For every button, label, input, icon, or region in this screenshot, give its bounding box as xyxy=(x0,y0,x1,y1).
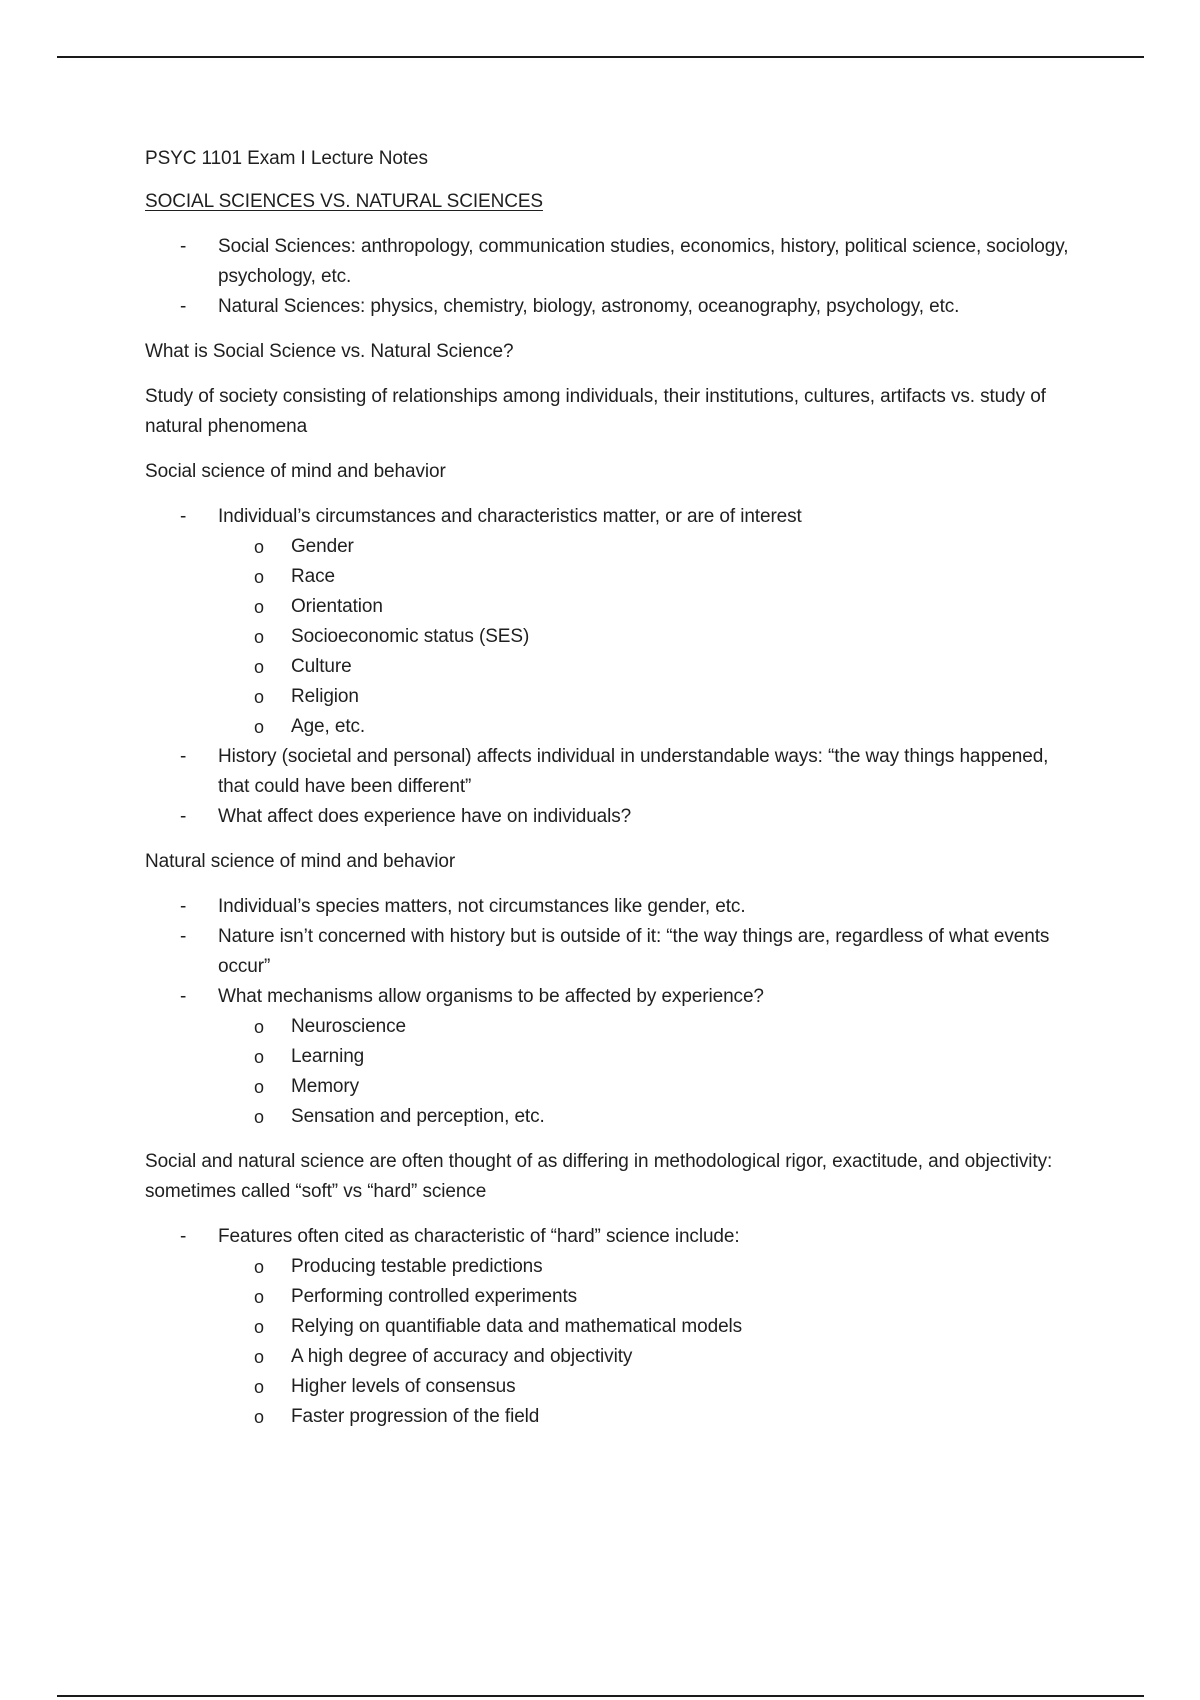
list-item-text: Features often cited as characteristic of “hard” science include: xyxy=(218,1226,740,1247)
circle-bullet: o xyxy=(254,717,264,737)
circle-bullet: o xyxy=(254,1107,264,1127)
dash-bullet: - xyxy=(180,506,187,527)
list-item xyxy=(145,922,1075,982)
list-item xyxy=(145,292,1075,322)
sub-list-item-text: Orientation xyxy=(291,596,383,617)
circle-bullet: o xyxy=(254,1377,264,1397)
circle-bullet: o xyxy=(254,1077,264,1097)
sub-list-item xyxy=(218,1312,1075,1342)
sub-list-item xyxy=(218,562,1075,592)
circle-bullet: o xyxy=(254,597,264,617)
dash-bullet: - xyxy=(180,236,187,257)
sub-list-item xyxy=(218,652,1075,682)
sub-list-item xyxy=(218,682,1075,712)
sub-list-item xyxy=(218,1012,1075,1042)
sub-list-item-text: Neuroscience xyxy=(291,1016,406,1037)
sub-list-item xyxy=(218,532,1075,562)
paragraph: Natural science of mind and behavior xyxy=(145,851,456,872)
sub-list-item-text: Performing controlled experiments xyxy=(291,1286,578,1307)
paragraph: Social and natural science are often thought of as differing in methodological rigor, exactitude, and objectivity: sometimes called “soft” vs “hard” science xyxy=(145,1151,1053,1202)
list-item-text: Social Sciences: anthropology, communication studies, economics, history, political science, sociology, psychology, etc. xyxy=(218,236,1069,287)
sub-list-item xyxy=(218,1402,1075,1432)
sub-list-item-text: A high degree of accuracy and objectivity xyxy=(291,1346,633,1367)
list-item-text: Individual’s circumstances and characteristics matter, or are of interest xyxy=(218,506,802,527)
list-item xyxy=(145,892,1075,922)
list-item xyxy=(145,502,1075,742)
sub-list-item-text: Religion xyxy=(291,686,359,707)
circle-bullet: o xyxy=(254,1317,264,1337)
circle-bullet: o xyxy=(254,537,264,557)
sub-list-item xyxy=(218,592,1075,622)
circle-bullet: o xyxy=(254,1047,264,1067)
sub-list-item xyxy=(218,1282,1075,1312)
sub-list-item-text: Race xyxy=(291,566,335,587)
circle-bullet: o xyxy=(254,687,264,707)
sub-list-wrapper xyxy=(145,532,1075,742)
list-item-text: Natural Sciences: physics, chemistry, biology, astronomy, oceanography, psychology, etc. xyxy=(218,296,960,317)
list-item-text: Individual’s species matters, not circumstances like gender, etc. xyxy=(218,896,746,917)
list-item-text: What mechanisms allow organisms to be affected by experience? xyxy=(218,986,764,1007)
sub-list-item-text: Memory xyxy=(291,1076,360,1097)
sub-list-item xyxy=(218,712,1075,742)
paragraph: Social science of mind and behavior xyxy=(145,461,446,482)
list-item xyxy=(145,982,1075,1132)
sub-list xyxy=(218,1252,1075,1432)
list-item xyxy=(145,742,1075,802)
list-item xyxy=(145,1222,1075,1432)
dash-bullet: - xyxy=(180,746,187,767)
sub-list-item xyxy=(218,1372,1075,1402)
sub-list-item xyxy=(218,1342,1075,1372)
sub-list-item xyxy=(218,1102,1075,1132)
circle-bullet: o xyxy=(254,567,264,587)
sub-list-item-text: Gender xyxy=(291,536,354,557)
dash-bullet: - xyxy=(180,296,187,317)
footer-rule xyxy=(57,1695,1144,1697)
dash-bullet: - xyxy=(180,806,187,827)
sub-list-item-text: Relying on quantifiable data and mathematical models xyxy=(291,1316,743,1337)
sub-list-wrapper xyxy=(145,1252,1075,1432)
sub-list xyxy=(218,532,1075,742)
science-list xyxy=(145,232,1075,322)
sub-list-item-text: Culture xyxy=(291,656,352,677)
circle-bullet: o xyxy=(254,657,264,677)
sub-list-item-text: Age, etc. xyxy=(291,716,366,737)
sub-list-item xyxy=(218,1252,1075,1282)
dash-bullet: - xyxy=(180,896,187,917)
paragraph: Study of society consisting of relationships among individuals, their institutions, cultures, artifacts vs. study of natural phenomena xyxy=(145,386,1046,437)
sub-list-item-text: Faster progression of the field xyxy=(291,1406,540,1427)
sub-list-item-text: Socioeconomic status (SES) xyxy=(291,626,530,647)
sub-list xyxy=(218,1012,1075,1132)
list-item-text: History (societal and personal) affects individual in understandable ways: “the way things happened, that could have been different” xyxy=(218,746,1049,797)
sub-list-item-text: Learning xyxy=(291,1046,365,1067)
sub-list-item-text: Producing testable predictions xyxy=(291,1256,543,1277)
circle-bullet: o xyxy=(254,1407,264,1427)
dash-bullet: - xyxy=(180,926,187,947)
document-title: PSYC 1101 Exam I Lecture Notes xyxy=(145,148,428,169)
sub-list-item-text: Higher levels of consensus xyxy=(291,1376,516,1397)
circle-bullet: o xyxy=(254,1347,264,1367)
natural-science-list xyxy=(145,892,1075,1132)
list-item-text: Nature isn’t concerned with history but is outside of it: “the way things are, regardless of what events occur” xyxy=(218,926,1050,977)
paragraph: What is Social Science vs. Natural Science? xyxy=(145,341,514,362)
circle-bullet: o xyxy=(254,1287,264,1307)
list-item-text: What affect does experience have on individuals? xyxy=(218,806,632,827)
header-rule xyxy=(57,56,1144,58)
sub-list-item xyxy=(218,622,1075,652)
dash-bullet: - xyxy=(180,986,187,1007)
circle-bullet: o xyxy=(254,1257,264,1277)
list-item xyxy=(145,802,1075,832)
sub-list-wrapper xyxy=(145,1012,1075,1132)
list-item xyxy=(145,232,1075,292)
sub-list-item xyxy=(218,1072,1075,1102)
document-body xyxy=(145,144,1075,1447)
dash-bullet: - xyxy=(180,1226,187,1247)
section-heading: SOCIAL SCIENCES VS. NATURAL SCIENCES xyxy=(145,191,543,212)
hard-science-list xyxy=(145,1222,1075,1432)
sub-list-item-text: Sensation and perception, etc. xyxy=(291,1106,545,1127)
circle-bullet: o xyxy=(254,627,264,647)
circle-bullet: o xyxy=(254,1017,264,1037)
sub-list-item xyxy=(218,1042,1075,1072)
social-science-list xyxy=(145,502,1075,832)
